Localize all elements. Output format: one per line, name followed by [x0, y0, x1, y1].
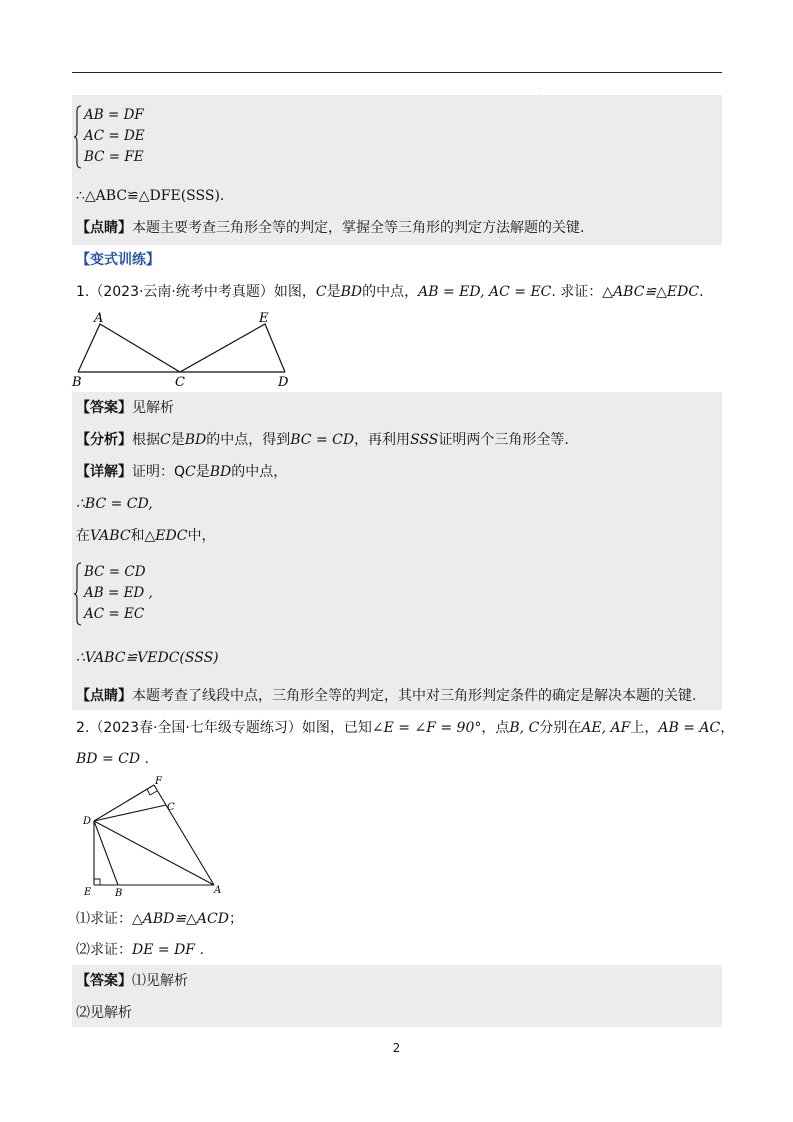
remark-tag: 【点睛】 [76, 220, 132, 236]
analysis-text: 是 [170, 432, 185, 448]
q2-label-f: F [155, 776, 162, 787]
q2-answer-line [76, 971, 188, 991]
detail-text: 是 [195, 464, 210, 480]
system-row: AC = DE [84, 128, 145, 144]
q2-stem-math: B, C [509, 720, 540, 736]
analysis-text: 根据 [132, 432, 160, 448]
step-text: 在 [76, 528, 90, 544]
remark-text: 本题考查了线段中点，三角形全等的判定，其中对三角形判定条件的确定是解决本题的关键. [132, 688, 697, 704]
q1-stem-math: AB = ED, AC = EC [418, 284, 552, 300]
analysis-text: ，再利用 [354, 432, 411, 448]
q1-label-c: C [175, 375, 185, 390]
q1-stem-math: BD [340, 284, 363, 300]
q2-stem-text: 分别在 [539, 720, 582, 736]
q1-stem [76, 282, 704, 302]
q2-label-a: A [214, 885, 222, 896]
q2-part2 [76, 940, 204, 960]
q2-stem-text: 2.（2023春·全国·七年级专题练习）如图，已知 [76, 720, 372, 736]
q1-analysis-line [76, 430, 569, 450]
q2-figure [78, 775, 228, 900]
q1-label-d: D [278, 375, 289, 390]
answer-tag: 【答案】 [76, 973, 132, 989]
q1-stem-text: . 求证： [551, 284, 603, 300]
left-brace-icon [74, 562, 82, 626]
q1-figure [70, 308, 295, 390]
detail-math: BD [209, 464, 232, 480]
answer-text: 见解析 [132, 400, 174, 416]
analysis-math: SSS [410, 432, 439, 448]
system-row: AC = EC [84, 606, 145, 622]
q2-stem-text: 上， [630, 720, 659, 736]
analysis-tag: 【分析】 [76, 432, 132, 448]
analysis-text: 的中点，得到 [206, 432, 291, 448]
q1-stem-text: 的中点， [362, 284, 419, 300]
q1-remark-line [76, 686, 696, 706]
system-row: AB = ED , [84, 585, 153, 601]
equation-system-2 [74, 562, 274, 626]
q1-stem-text: 是 [326, 284, 341, 300]
part-math: DE = DF . [132, 942, 204, 958]
remark-text: 本题主要考查三角形全等的判定，掌握全等三角形的判定方法解题的关键. [132, 220, 585, 236]
part-text: ； [228, 911, 243, 927]
q2-stem-math: AE, AF [581, 720, 631, 736]
remark-tag: 【点睛】 [76, 688, 132, 704]
q1-step1: ∴BC = CD, [76, 496, 153, 512]
q2-answer-line-2: ⑵见解析 [76, 1005, 132, 1021]
analysis-math: BC = CD [290, 432, 355, 448]
q2-part1 [76, 909, 243, 929]
remark-line [76, 218, 584, 238]
analysis-text: 证明两个三角形全等. [438, 432, 569, 448]
q1-stem-text: . [699, 284, 704, 300]
q2-stem-line2: BD = CD . [76, 751, 149, 767]
conclusion-text: ∴△ABC≌△DFE(SSS). [76, 188, 225, 204]
detail-tag: 【详解】 [76, 464, 132, 480]
section-title: 【变式训练】 [76, 252, 160, 268]
q1-label-b: B [72, 375, 82, 390]
detail-text: 证明：Q [132, 464, 186, 480]
q1-stem-math: C [315, 284, 327, 300]
header-dot: . [540, 84, 542, 91]
q1-conclusion: ∴VABC≌VEDC(SSS) [76, 650, 219, 666]
system-row: AB = DF [84, 107, 144, 123]
header-rule [72, 72, 722, 73]
q1-step2 [76, 526, 215, 546]
q2-label-b: B [115, 888, 123, 899]
part-math: △ABD≌△ACD [132, 911, 229, 927]
system-row: BC = FE [84, 149, 144, 165]
left-brace-icon [74, 105, 82, 169]
answer-text: ⑴见解析 [132, 973, 188, 989]
answer-tag: 【答案】 [76, 400, 132, 416]
part-text: ⑵求证： [76, 942, 132, 958]
q1-answer-line [76, 398, 174, 418]
step-text: 和 [130, 528, 145, 544]
q2-stem [76, 718, 734, 738]
q1-label-e: E [259, 311, 269, 326]
q1-label-a: A [94, 311, 104, 326]
q1-stem-math: △ABC≌△EDC [602, 284, 700, 300]
q2-label-d: D [83, 816, 92, 827]
part-text: ⑴求证： [76, 911, 132, 927]
q2-label-c: C [167, 802, 175, 813]
q2-stem-math: AB = AC [658, 720, 721, 736]
detail-text: 的中点， [231, 464, 288, 480]
q1-stem-text: 1.（2023·云南·统考中考真题）如图， [76, 284, 316, 300]
q2-stem-math: ∠E = ∠F = 90° [371, 720, 482, 736]
q2-stem-text: ，点 [481, 720, 510, 736]
system-row: BC = CD [84, 564, 146, 580]
q1-figure-edges [78, 324, 285, 372]
q2-label-e: E [84, 887, 92, 898]
step-text: 中， [187, 528, 216, 544]
step-math: VABC [90, 528, 131, 544]
analysis-math: BD [184, 432, 207, 448]
q2-stem-text: ， [720, 720, 735, 736]
equation-system-1 [74, 105, 274, 169]
q1-detail-line [76, 462, 287, 482]
page-number: 2 [392, 1041, 401, 1055]
step-math: △EDC [144, 528, 188, 544]
detail-math: C [185, 464, 196, 480]
analysis-math: C [160, 432, 171, 448]
